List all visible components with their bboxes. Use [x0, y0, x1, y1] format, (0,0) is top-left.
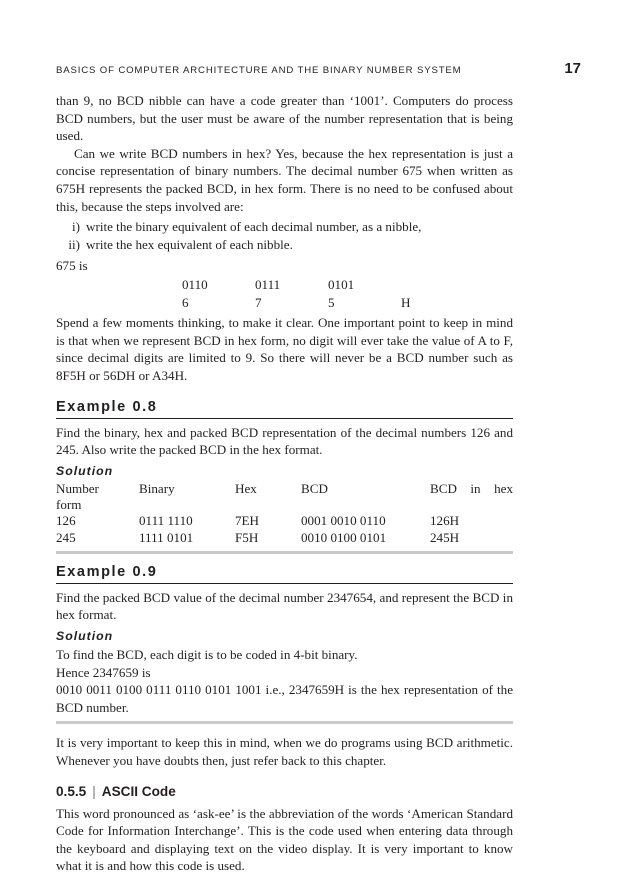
solution-line: 0010 0011 0100 0111 0110 0101 1001 i.e., 2347659H is the hex representation of the BCD number. [56, 682, 513, 715]
section-heading [56, 784, 513, 799]
bcd-table [56, 481, 513, 546]
bcd-row-hex: 6 7 5 H [182, 294, 411, 310]
solution-line: Hence 2347659 is [56, 664, 151, 680]
example-end-rule [56, 721, 513, 724]
section-number: 0.5.5 [56, 783, 87, 799]
example-problem: Find the binary, hex and packed BCD representation of the decimal numbers 126 and 245. Also write the packed BCD in the hex format. [56, 424, 513, 458]
running-title: BASICS OF COMPUTER ARCHITECTURE AND THE BINARY NUMBER SYSTEM [56, 65, 462, 76]
table-row: 245 1111 0101 F5H 0010 0100 0101 245H [56, 529, 460, 545]
solution-heading: Solution [56, 629, 114, 644]
paragraph: It is very important to keep this in mind, when we do programs using BCD arithmetic. Whenever you have doubts then, just refer back to this chapter. [56, 735, 513, 769]
paragraph: This word pronounced as ‘ask-ee’ is the abbreviation of the words ‘American Standard Code for Information Interchange’. This is the code used when entering data through the keyboard and displaying text on the video display. It is very important to know what it is and how this code is used. [56, 805, 513, 874]
label-675: 675 is [56, 258, 88, 274]
table-row: 126 0111 1110 7EH 0001 0010 0110 126H [56, 513, 460, 529]
example-heading: Example 0.9 [56, 564, 513, 584]
page-number: 17 [564, 60, 581, 77]
solution-line: To find the BCD, each digit is to be coded in 4-bit binary. [56, 647, 358, 663]
example-heading: Example 0.8 [56, 399, 513, 419]
steps-list [56, 218, 513, 253]
table-header-row: Number Binary Hex BCD BCD in hex [56, 480, 513, 496]
page-body [56, 92, 513, 875]
section-title: ASCII Code [101, 783, 176, 799]
running-header [56, 60, 581, 77]
bcd-row-binary: 0110 0111 0101 [182, 276, 355, 292]
section-separator: | [92, 783, 96, 799]
paragraph: Spend a few moments thinking, to make it clear. One important point to keep in mind is that when we represent BCD in hex form, no digit will ever take the value of A to F, since decimal digits are limited to 9. So there will never be a BCD number such as 8F5H or 56DH or A34H. [56, 315, 513, 383]
table-header-wrap-row: form [56, 496, 82, 512]
example-problem: Find the packed BCD value of the decimal number 2347654, and represent the BCD in hex format. [56, 589, 513, 623]
bcd-example-grid [56, 276, 513, 311]
paragraph: than 9, no BCD nibble can have a code greater than ‘1001’. Computers do process BCD numbers, but the user must be aware of the number representation that is being used. [56, 93, 513, 144]
solution-heading: Solution [56, 463, 114, 478]
list-item: i) write the binary equivalent of each decimal number, as a nibble, [72, 219, 422, 235]
example-end-rule [56, 551, 513, 554]
list-item: ii) write the hex equivalent of each nibble. [68, 236, 293, 252]
paragraph: Can we write BCD numbers in hex? Yes, because the hex representation is just a concise representation of binary numbers. The decimal number 675 when written as 675H represents the packed BCD, in hex form. There is no need to be confused about this, because the steps involved are: [56, 145, 513, 214]
